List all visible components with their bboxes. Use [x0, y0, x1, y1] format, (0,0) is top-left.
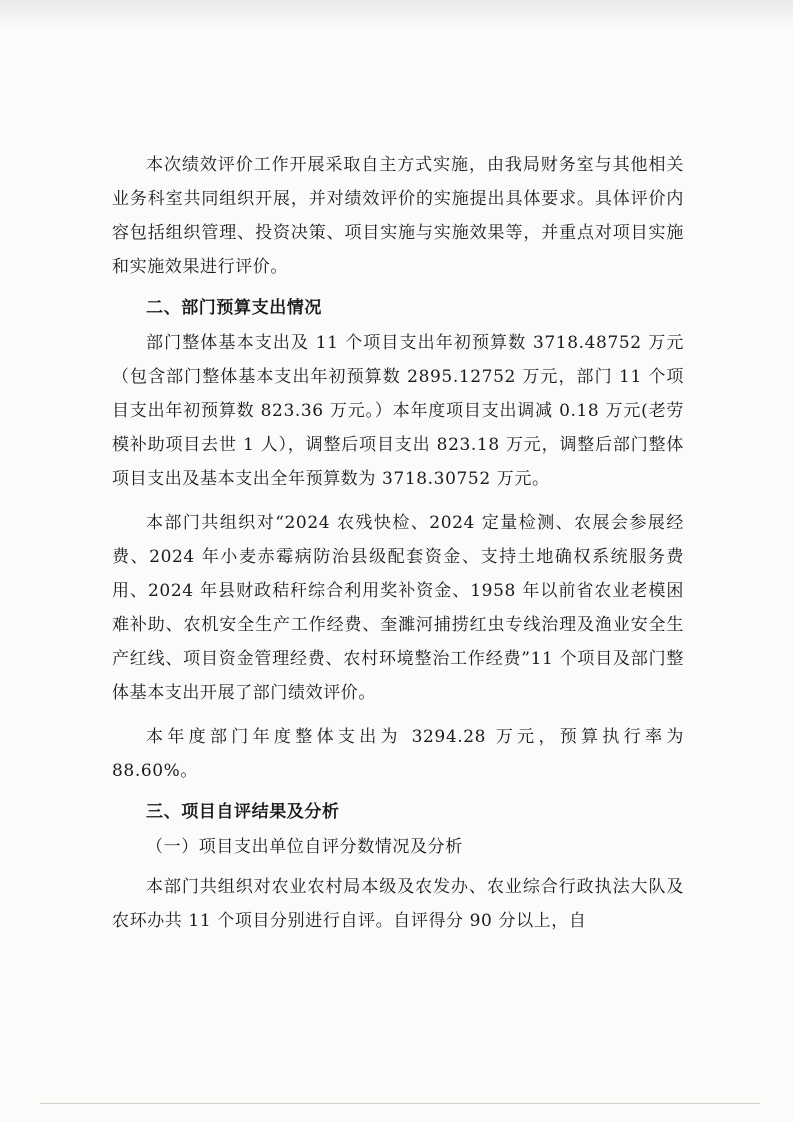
subsection-heading-scores: （一）项目支出单位自评分数情况及分析	[146, 837, 463, 857]
paragraph-projects: 本部门共组织对“2024 农残快检、2024 定量检测、农展会参展经费、2024 年小麦赤霉病防治县级配套资金、支持土地确权系统服务费用、2024 年县财政秸秆综合利用奖补资金、1958 年以前省农业老模困难补助、农机安全生产工作经费、奎濉河捕捞红虫专线治理及渔业安全生产红线、项目资金管理经费、农村环境整治工作经费”11 个项目及部门整体基本支出开展了部门绩效评价。	[112, 513, 684, 703]
section-heading-results: 三、项目自评结果及分析	[146, 802, 340, 822]
document-body	[112, 148, 684, 938]
section-heading-budget: 二、部门预算支出情况	[146, 298, 322, 318]
page-bottom-rule	[40, 1103, 760, 1104]
paragraph-execution: 本年度部门年度整体支出为 3294.28 万元，预算执行率为 88.60%。	[112, 727, 684, 781]
scan-shadow	[0, 0, 793, 30]
paragraph-intro: 本次绩效评价工作开展采取自主方式实施，由我局财务室与其他相关业务科室共同组织开展，并对绩效评价的实施提出具体要求。具体评价内容包括组织管理、投资决策、项目实施与实施效果等，并重点对项目实施和实施效果进行评价。	[112, 155, 684, 277]
paragraph-budget: 部门整体基本支出及 11 个项目支出年初预算数 3718.48752 万元（包含部门整体基本支出年初预算数 2895.12752 万元，部门 11 个项目支出年初预算数 823.36 万元。）本年度项目支出调减 0.18 万元(老劳模补助项目去世 1 人），调整后项目支出 823.18 万元，调整后部门整体项目支出及基本支出全年预算数为 3718.30752 万元。	[112, 333, 684, 489]
paragraph-selfeval: 本部门共组织对农业农村局本级及农发办、农业综合行政执法大队及农环办共 11 个项目分别进行自评。自评得分 90 分以上，自	[112, 877, 684, 931]
